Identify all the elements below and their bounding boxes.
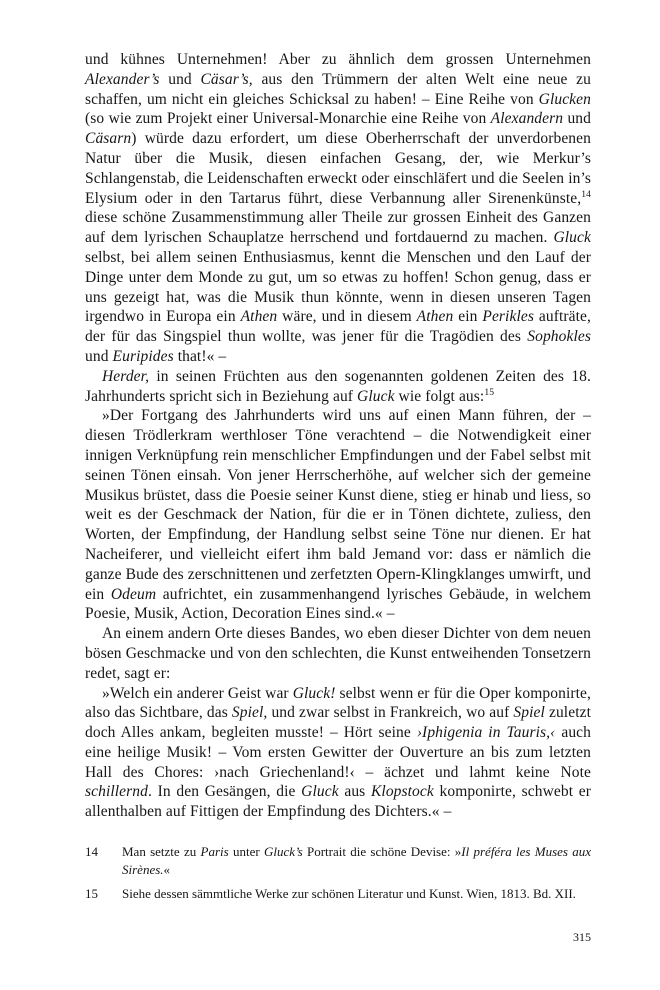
italic-text-run: Perikles xyxy=(482,308,534,326)
text-run: aufträte, der für das Singspiel thun wollte, was jener für die Tragödien des xyxy=(85,308,591,346)
footnote-number: 15 xyxy=(85,886,98,902)
text-run: und kühnes Unternehmen! Aber zu ähnlich dem grossen Unternehmen xyxy=(85,51,591,68)
italic-text-run: Glucken xyxy=(538,90,591,108)
italic-text-run: Herder, xyxy=(102,367,150,385)
italic-text-run: Paris xyxy=(200,844,229,860)
text-run: diese schöne Zusammenstimmung aller Theile zur grossen Einheit des Ganzen auf dem lyrischen Schauplatze herrschend und fortdauernd zu machen. xyxy=(85,209,591,247)
text-run: auch eine heilige Musik! – Vom ersten Gewitter der Ouverture an bis zum letzten Hall des Chores: ›nach Griechenland!‹ – ächzet und lahmt keine Note xyxy=(85,724,591,781)
text-run: zuletzt doch Alles ankam, begleiten musste! – Hört seine xyxy=(85,704,591,742)
text-run: wäre, und in diesem xyxy=(277,308,417,326)
text-run: ein xyxy=(453,308,483,326)
paragraph xyxy=(85,367,591,407)
italic-text-run: Gluck’s xyxy=(263,844,303,860)
text-run: aus den Trümmern der alten Welt eine neue zu schaffen, um nicht ein gleiches Schicksal zu haben! – Eine Reihe von xyxy=(85,70,592,108)
main-text xyxy=(85,50,591,822)
footnote xyxy=(85,843,591,878)
italic-text-run: Euripides xyxy=(112,347,174,365)
italic-text-run: Klopstock xyxy=(370,783,434,801)
text-run: (so wie zum Projekt einer Universal-Monarchie eine Reihe von xyxy=(85,110,491,128)
text-run: und zwar selbst in Frankreich, wo auf xyxy=(267,704,514,722)
text-run: und xyxy=(85,347,113,365)
italic-text-run: Gluck xyxy=(301,783,339,801)
text-run: unter xyxy=(228,844,264,860)
text-run: An einem andern Orte dieses Bandes, wo eben dieser Dichter von dem neuen bösen Geschmacke und von den schlechten, die Kunst entweihenden Tonsetzern redet, sagt er: xyxy=(85,625,591,682)
paragraph xyxy=(85,624,591,683)
text-run: komponirte, schwebt er allenthalben auf Fittigen der Empfindung des Dichters.« – xyxy=(85,783,592,821)
text-run: und xyxy=(563,110,592,128)
italic-text-run: Alexander’s xyxy=(85,70,160,88)
italic-text-run: Odeum xyxy=(110,585,157,603)
footnote-text xyxy=(122,843,591,878)
text-run: Man setzte zu xyxy=(122,844,201,860)
text-run: that!« – xyxy=(173,347,227,365)
italic-text-run: Cäsar’s, xyxy=(200,70,253,88)
italic-text-run: schillernd xyxy=(85,783,148,801)
text-run: Portrait die schöne Devise: » xyxy=(302,844,462,860)
paragraph xyxy=(85,406,591,624)
text-run: aufrichtet, ein zusammenhangend lyrisches Gebäude, in welchem Poesie, Musik, Action, Decoration Eines sind.« – xyxy=(85,585,591,623)
text-run: selbst, bei allem seinen Enthusiasmus, kennt die Menschen und den Lauf der Dinge unter dem Monde zu gut, um so etwas zu hoffen! Schon genug, dass er uns gezeigt hat, was die Musik thun könnte, wenn in diesen unseren Tagen irgendwo in Europa ein xyxy=(85,248,591,326)
footnote-text xyxy=(122,885,591,903)
footnotes xyxy=(85,843,591,903)
italic-text-run: Spiel, xyxy=(231,704,268,722)
italic-text-run: Gluck! xyxy=(292,684,336,702)
page-number: 315 xyxy=(573,930,591,944)
footnote-number: 14 xyxy=(85,844,98,860)
text-run: »Welch ein anderer Geist war xyxy=(102,684,293,702)
footnote-ref: 14 xyxy=(581,188,591,200)
italic-text-run: Cäsarn xyxy=(85,130,132,148)
italic-text-run: Athen xyxy=(416,308,454,326)
paragraph xyxy=(85,50,591,367)
italic-text-run: Sophokles xyxy=(527,328,591,346)
italic-text-run: Spiel xyxy=(513,704,545,722)
italic-text-run: Gluck xyxy=(357,387,395,405)
italic-text-run: Gluck xyxy=(553,229,591,247)
footnote xyxy=(85,885,591,903)
text-run: wie folgt aus: xyxy=(394,387,485,405)
text-run: « xyxy=(163,861,171,877)
italic-text-run: Alexandern xyxy=(490,110,564,128)
footnote-ref: 15 xyxy=(484,386,495,398)
text-run: ) würde dazu erfordert, um diese Oberherrschaft der unverdorbenen Natur über die Musik, diesen einfachen Gesang, der, wie Merkur’s Schlangenstab, die Leidenschaften erweckt oder einschläfert und die Seelen in’s Elysium oder in den Tartarus führt, diese Verbannung aller Sirenenkünste, xyxy=(85,130,591,207)
text-run: in seinen Früchten aus den sogenannten goldenen Zeiten des 18. Jahrhunderts spricht sich in Beziehung auf xyxy=(85,367,591,405)
italic-text-run: Athen xyxy=(240,308,278,326)
text-run: . In den Gesängen, die xyxy=(148,783,302,801)
paragraph xyxy=(85,684,591,823)
text-run: »Der Fortgang des Jahrhunderts wird uns auf einen Mann führen, der – diesen Trödlerkram werthloser Töne verachtend – die Notwendigkeit einer innigen Verknüpfung rein menschlicher Empfindungen und der Fabel selbst mit seinen Tönen einsah. Von jener Herrscherhöhe, auf welcher sich der gemeine Musikus brüstet, dass die Poesie seiner Kunst diene, stieg er hinab und liess, so weit es der Geschmack der Nation, für die er in Tönen dichtete, zuliess, den Worten, der Empfindung, der Handlung selbst seine Töne nur dienen. Er hat Nacheiferer, und vielleicht eifert ihm bald Jemand vor: dass er nämlich die ganze Bude des zerschnittenen und zerfetzten Opern-Klingklanges umwirft, und ein xyxy=(85,407,591,603)
italic-text-run: ›Iphigenia in Tauris,‹ xyxy=(416,724,556,742)
text-run: aus xyxy=(338,783,371,801)
text-run: und xyxy=(159,70,201,88)
text-run: Siehe dessen sämmtliche Werke zur schönen Literatur und Kunst. Wien, 1813. Bd. XII. xyxy=(122,886,576,902)
italic-text-run: Il préféra les Muses aux Sirènes. xyxy=(122,844,592,877)
text-run: selbst wenn er für die Oper komponirte, also das Sichtbare, das xyxy=(85,684,591,722)
